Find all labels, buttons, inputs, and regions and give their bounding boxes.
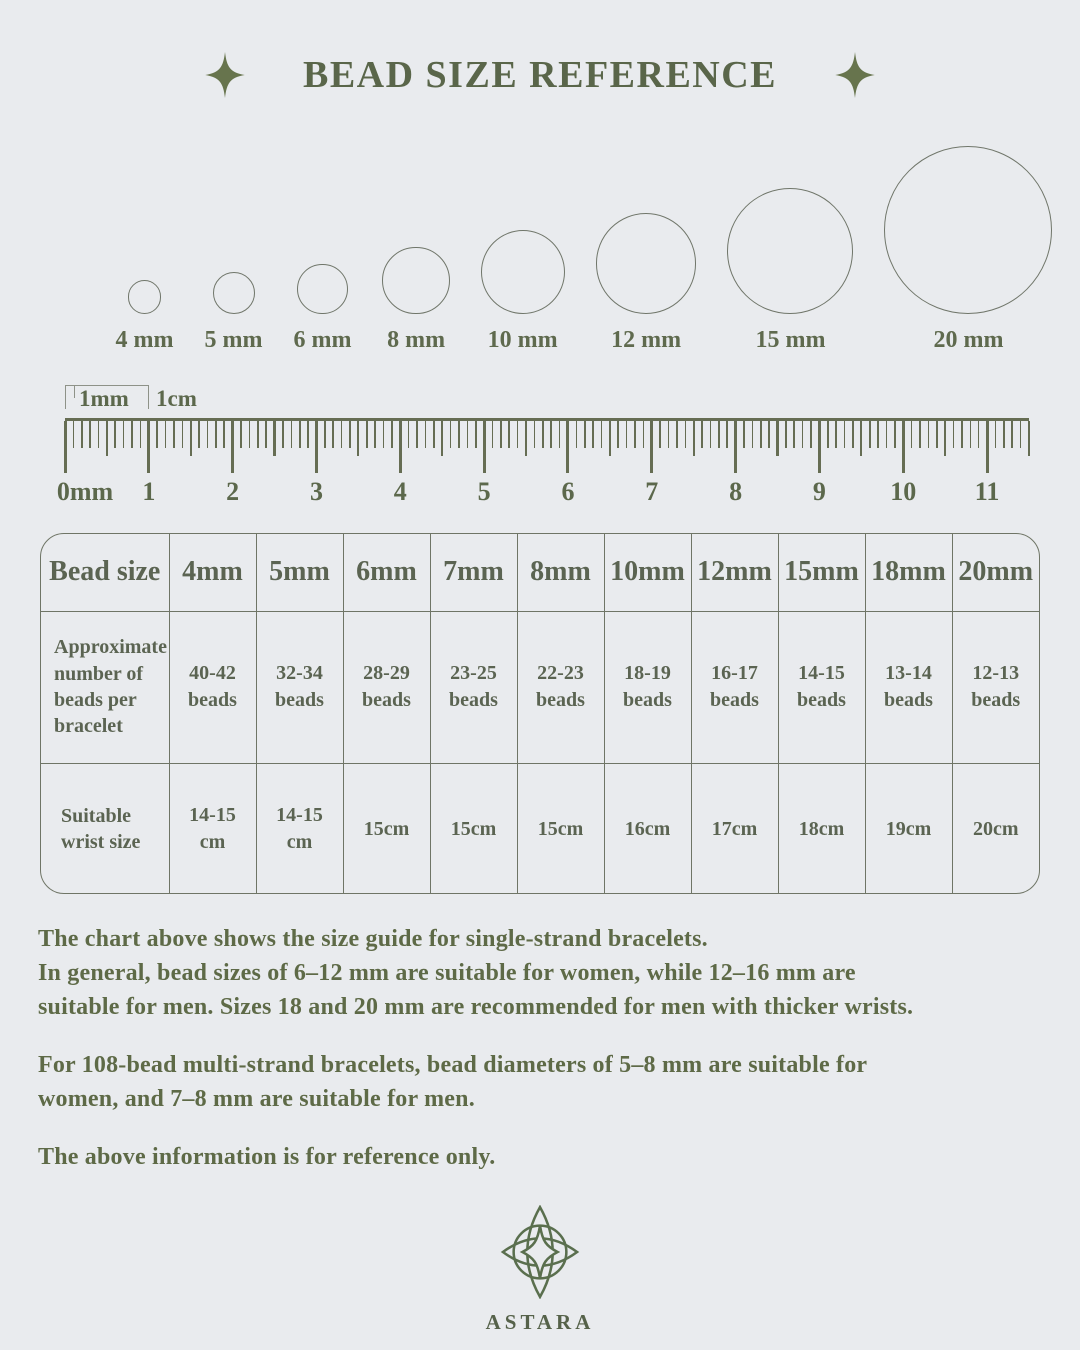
bead-size-label: 12 mm bbox=[611, 327, 682, 353]
bead-size-label: 10 mm bbox=[487, 327, 558, 353]
ruler-cm-number: 0mm bbox=[56, 477, 114, 506]
bead-size-label: 5 mm bbox=[204, 327, 263, 353]
table-row bbox=[41, 763, 1039, 894]
table-cell: 19cm bbox=[865, 763, 952, 894]
sparkle-icon bbox=[835, 52, 875, 98]
ruler-tick bbox=[609, 421, 611, 456]
bead-circle bbox=[128, 280, 162, 314]
ruler-legend-mm-label: 1mm bbox=[79, 386, 129, 411]
ruler-tick bbox=[752, 421, 754, 448]
table-cell: 14-15 beads bbox=[778, 611, 865, 763]
ruler-tick bbox=[886, 421, 888, 448]
ruler-tick bbox=[1011, 421, 1013, 448]
ruler-baseline bbox=[65, 418, 1029, 421]
ruler-tick bbox=[844, 421, 846, 448]
footer bbox=[0, 1205, 1080, 1335]
ruler-tick bbox=[357, 421, 359, 456]
ruler-tick bbox=[366, 421, 368, 448]
ruler-tick bbox=[986, 421, 989, 473]
bead-item bbox=[205, 272, 263, 355]
header bbox=[0, 52, 1080, 98]
table-cell: 32-34 beads bbox=[256, 611, 343, 763]
ruler-tick bbox=[467, 421, 469, 448]
bead-circle bbox=[884, 146, 1052, 314]
ruler-tick bbox=[282, 421, 284, 448]
ruler-tick bbox=[299, 421, 301, 448]
note-line: women, and 7–8 mm are suitable for men. bbox=[38, 1086, 475, 1112]
ruler-tick bbox=[919, 421, 921, 448]
ruler-tick bbox=[223, 421, 225, 448]
ruler-tick bbox=[928, 421, 930, 448]
table-cell: 18cm bbox=[778, 763, 865, 894]
ruler-tick bbox=[81, 421, 83, 448]
ruler-cm-number: 6 bbox=[561, 477, 575, 506]
table-cell: 18-19 beads bbox=[604, 611, 691, 763]
ruler-tick bbox=[550, 421, 552, 448]
ruler-tick bbox=[818, 421, 821, 473]
bead-circle bbox=[382, 247, 449, 314]
ruler-tick bbox=[458, 421, 460, 448]
ruler-tick bbox=[64, 421, 67, 473]
ruler-tick bbox=[156, 421, 158, 448]
ruler-tick bbox=[995, 421, 997, 448]
bead-circle bbox=[213, 272, 255, 314]
ruler-tick bbox=[147, 421, 150, 473]
ruler-tick bbox=[911, 421, 913, 448]
table-cell: 16-17 beads bbox=[691, 611, 778, 763]
ruler-tick bbox=[257, 421, 259, 448]
ruler-tick bbox=[315, 421, 318, 473]
ruler-tick bbox=[936, 421, 938, 448]
bead-size-diagram bbox=[44, 140, 1080, 355]
ruler-cm-number: 7 bbox=[645, 477, 659, 506]
bead-circle bbox=[596, 213, 697, 314]
brand-name: ASTARA bbox=[485, 1310, 595, 1334]
ruler-tick bbox=[517, 421, 519, 448]
ruler-tick bbox=[207, 421, 209, 448]
ruler-tick bbox=[810, 421, 812, 448]
row-label: Approximate number of beads per bracelet bbox=[41, 611, 169, 763]
ruler-tick bbox=[576, 421, 578, 448]
ruler-tick bbox=[215, 421, 217, 448]
ruler-tick bbox=[944, 421, 946, 456]
ruler-tick bbox=[89, 421, 91, 448]
bead-size-label: 15 mm bbox=[755, 327, 826, 353]
bead-size-label: 20 mm bbox=[933, 327, 1004, 353]
ruler-tick bbox=[534, 421, 536, 448]
ruler-tick bbox=[650, 421, 653, 473]
ruler-legend-mm-tick bbox=[74, 385, 75, 398]
bead-item bbox=[727, 188, 853, 355]
ruler-tick bbox=[341, 421, 343, 448]
header-size-col: 6mm bbox=[343, 534, 430, 611]
table-cell: 40-42 beads bbox=[169, 611, 256, 763]
ruler-tick bbox=[710, 421, 712, 448]
table-cell: 15cm bbox=[343, 763, 430, 894]
table-cell: 20cm bbox=[972, 817, 1019, 840]
header-size-col: 18mm bbox=[865, 534, 952, 611]
ruler-cm-number: 11 bbox=[974, 477, 1000, 506]
ruler-tick bbox=[240, 421, 242, 448]
ruler-tick bbox=[760, 421, 762, 448]
ruler-tick bbox=[500, 421, 502, 448]
ruler-tick bbox=[492, 421, 494, 448]
header-size-col: 7mm bbox=[430, 534, 517, 611]
ruler-tick bbox=[383, 421, 385, 448]
ruler-tick bbox=[165, 421, 167, 448]
bead-item bbox=[116, 280, 174, 355]
ruler-cm-number: 5 bbox=[477, 477, 491, 506]
ruler-tick bbox=[475, 421, 477, 448]
ruler-tick bbox=[835, 421, 837, 448]
sparkle-icon bbox=[205, 52, 245, 98]
bead-item bbox=[294, 264, 352, 355]
ruler-tick bbox=[743, 421, 745, 448]
ruler-tick bbox=[566, 421, 569, 473]
ruler-tick bbox=[634, 421, 636, 448]
header-size-col: 8mm bbox=[517, 534, 604, 611]
ruler-cm-number: 9 bbox=[812, 477, 826, 506]
ruler-tick bbox=[902, 421, 905, 473]
ruler-tick bbox=[173, 421, 175, 448]
note-paragraph bbox=[38, 1048, 1058, 1116]
ruler-tick bbox=[73, 421, 75, 448]
bead-circle bbox=[297, 264, 347, 314]
size-table-grid bbox=[41, 534, 1039, 894]
ruler-tick bbox=[433, 421, 435, 448]
ruler-tick bbox=[676, 421, 678, 448]
ruler-tick bbox=[265, 421, 267, 448]
ruler-tick bbox=[182, 421, 184, 448]
header-size-col: 15mm bbox=[778, 534, 865, 611]
ruler-tick bbox=[98, 421, 100, 448]
size-table bbox=[40, 533, 1040, 894]
ruler-tick bbox=[894, 421, 896, 448]
ruler-tick bbox=[198, 421, 200, 448]
ruler-tick bbox=[718, 421, 720, 448]
ruler-tick bbox=[785, 421, 787, 448]
ruler-tick bbox=[668, 421, 670, 448]
ruler-tick bbox=[961, 421, 963, 448]
bead-item bbox=[884, 146, 1052, 355]
ruler-tick bbox=[1028, 421, 1030, 456]
note-paragraph bbox=[38, 922, 1058, 1024]
ruler-tick bbox=[592, 421, 594, 448]
ruler-tick bbox=[970, 421, 972, 448]
ruler-cm-number: 3 bbox=[309, 477, 323, 506]
ruler-tick bbox=[140, 421, 142, 448]
ruler-tick bbox=[869, 421, 871, 448]
header-size-col: 20mm bbox=[952, 534, 1039, 611]
table-cell: 28-29 beads bbox=[343, 611, 430, 763]
table-cell: 14-15 cm bbox=[256, 763, 343, 894]
ruler-tick bbox=[693, 421, 695, 456]
note-line: The chart above shows the size guide for single-strand bracelets. bbox=[38, 926, 708, 952]
ruler-cm-number: 10 bbox=[890, 477, 917, 506]
note-line: For 108-bead multi-strand bracelets, bead diameters of 5–8 mm are suitable for bbox=[38, 1052, 868, 1078]
table-cell: 16cm bbox=[604, 763, 691, 894]
ruler-tick bbox=[349, 421, 351, 448]
table-cell: 15cm bbox=[517, 763, 604, 894]
ruler-cm-number: 1 bbox=[142, 477, 156, 506]
ruler-diagram bbox=[0, 378, 1080, 518]
ruler-tick bbox=[525, 421, 527, 456]
page-title: BEAD SIZE REFERENCE bbox=[302, 54, 778, 96]
ruler-tick bbox=[685, 421, 687, 448]
table-row bbox=[41, 611, 1039, 763]
ruler-tick bbox=[559, 421, 561, 448]
table-cell: 15cm bbox=[430, 763, 517, 894]
ruler-tick bbox=[425, 421, 427, 448]
ruler-tick bbox=[291, 421, 293, 448]
ruler-tick bbox=[273, 421, 275, 456]
ruler-tick bbox=[399, 421, 402, 473]
table-cell: 23-25 beads bbox=[430, 611, 517, 763]
ruler-tick bbox=[231, 421, 234, 473]
ruler-tick bbox=[726, 421, 728, 448]
ruler-tick bbox=[802, 421, 804, 448]
note-line: The above information is for reference only. bbox=[38, 1144, 496, 1170]
ruler-tick bbox=[701, 421, 703, 448]
table-cell: 13-14 beads bbox=[865, 611, 952, 763]
ruler-tick bbox=[827, 421, 829, 448]
table-cell: 12-13 beads bbox=[952, 611, 1039, 763]
note-line: In general, bead sizes of 6–12 mm are suitable for women, while 12–16 mm are bbox=[38, 960, 856, 986]
bead-circle bbox=[727, 188, 853, 314]
ruler-tick bbox=[408, 421, 410, 448]
bead-item bbox=[382, 247, 449, 355]
ruler-tick bbox=[441, 421, 443, 456]
ruler-tick bbox=[877, 421, 879, 448]
ruler-legend-cm-label: 1cm bbox=[156, 386, 197, 411]
ruler-tick bbox=[860, 421, 862, 456]
bead-circle bbox=[481, 230, 565, 314]
ruler-tick bbox=[659, 421, 661, 448]
ruler-tick bbox=[601, 421, 603, 448]
table-cell: 17cm bbox=[691, 763, 778, 894]
header-size-col: 10mm bbox=[604, 534, 691, 611]
note-line: suitable for men. Sizes 18 and 20 mm are recommended for men with thicker wrists. bbox=[38, 994, 914, 1020]
header-size-col: 4mm bbox=[169, 534, 256, 611]
bead-size-label: 6 mm bbox=[293, 327, 352, 353]
ruler-cm-number: 2 bbox=[226, 477, 240, 506]
bead-size-label: 8 mm bbox=[387, 327, 446, 353]
ruler-tick bbox=[416, 421, 418, 448]
ruler-tick bbox=[508, 421, 510, 448]
ruler-tick bbox=[793, 421, 795, 448]
ruler-tick bbox=[617, 421, 619, 448]
astara-logo-icon bbox=[499, 1205, 581, 1299]
ruler-tick bbox=[374, 421, 376, 448]
note-paragraph bbox=[38, 1140, 1058, 1174]
bead-item bbox=[596, 213, 697, 355]
ruler-tick bbox=[307, 421, 309, 448]
ruler-tick bbox=[114, 421, 116, 448]
ruler-tick bbox=[734, 421, 737, 473]
ruler-tick bbox=[978, 421, 980, 448]
ruler-tick bbox=[483, 421, 486, 473]
header-size-col: 5mm bbox=[256, 534, 343, 611]
header-bead-size: Bead size bbox=[41, 534, 169, 611]
ruler-tick bbox=[768, 421, 770, 448]
ruler-cm-number: 4 bbox=[393, 477, 407, 506]
ruler-tick bbox=[542, 421, 544, 448]
table-header-row bbox=[41, 534, 1039, 611]
table-cell: 14-15 cm bbox=[169, 763, 256, 894]
ruler-tick bbox=[626, 421, 628, 448]
ruler-tick bbox=[332, 421, 334, 448]
ruler-tick bbox=[249, 421, 251, 448]
notes-section bbox=[38, 922, 1058, 1198]
table-cell: 22-23 beads bbox=[517, 611, 604, 763]
ruler-tick bbox=[1020, 421, 1022, 448]
bead-size-label: 4 mm bbox=[115, 327, 174, 353]
ruler-tick bbox=[106, 421, 108, 456]
row-label: Suitable wrist size bbox=[41, 763, 169, 894]
ruler-tick bbox=[584, 421, 586, 448]
ruler-tick bbox=[643, 421, 645, 448]
ruler-tick bbox=[391, 421, 393, 448]
ruler-tick bbox=[324, 421, 326, 448]
ruler-tick bbox=[776, 421, 778, 456]
header-size-col: 12mm bbox=[691, 534, 778, 611]
bead-item bbox=[481, 230, 565, 355]
ruler-tick bbox=[131, 421, 133, 448]
ruler-tick bbox=[1003, 421, 1005, 448]
ruler-tick bbox=[953, 421, 955, 448]
ruler-tick bbox=[190, 421, 192, 456]
ruler-tick bbox=[123, 421, 125, 448]
ruler-tick bbox=[450, 421, 452, 448]
ruler-cm-number: 8 bbox=[729, 477, 743, 506]
ruler-tick bbox=[852, 421, 854, 448]
